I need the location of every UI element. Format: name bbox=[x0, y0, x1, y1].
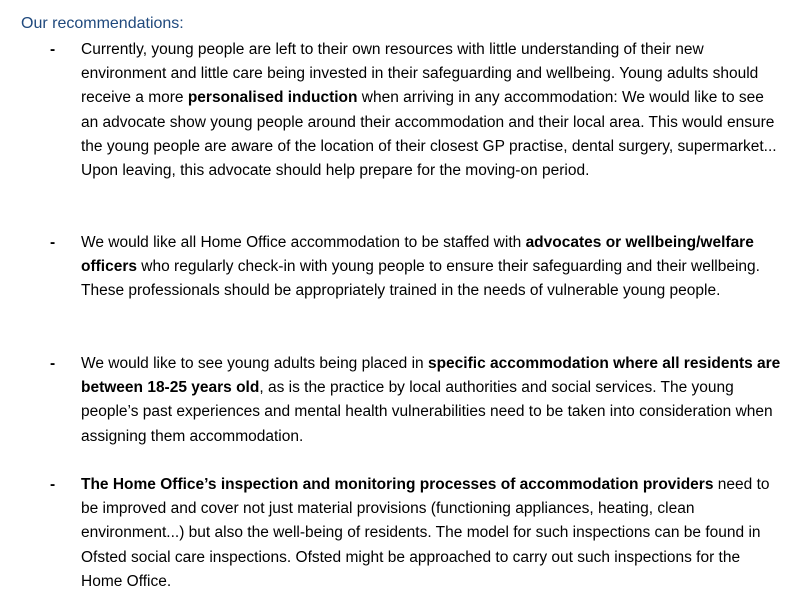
bullet-dash: - bbox=[50, 355, 56, 372]
bold-phrase: specific accommodation where all residents are between 18-25 years old bbox=[81, 355, 781, 397]
bullet-dash: - bbox=[50, 41, 56, 58]
bold-phrase: The Home Office’s inspection and monitoring processes of accommodation providers bbox=[81, 476, 714, 493]
bold-phrase: personalised induction bbox=[187, 89, 358, 107]
text-run: , as is the practice by local authorities and social services. The young people’s past experiences and mental health vulnerabilities need to be taken into consideration when assigning them accommodation. bbox=[81, 379, 773, 445]
recommendation-text bbox=[81, 38, 781, 183]
bold-phrase: advocates or wellbeing/welfare officers bbox=[81, 234, 754, 276]
text-run: need to be improved and cover not just material provisions (functioning appliances, heating, clean environment...) but also the well-being of residents. The model for such inspections can be found in Ofsted social care inspections. Ofsted might be approached to carry out such inspections for the Home Office. bbox=[81, 476, 770, 590]
recommendation-text bbox=[81, 473, 781, 594]
text-run: when arriving in any accommodation: We would like to see an advocate show young people around their accommodation and their local area. This would ensure the young people are aware of the location of their closest GP practise, dental surgery, supermarket... Upon leaving, this advocate should help prepare for the moving-on period. bbox=[81, 89, 777, 180]
recommendations-heading: Our recommendations: bbox=[21, 15, 184, 32]
text-run: We would like all Home Office accommodation to be staffed with bbox=[81, 234, 526, 251]
bullet-dash: - bbox=[50, 234, 56, 251]
recommendation-text bbox=[81, 231, 781, 304]
bullet-dash: - bbox=[50, 476, 56, 493]
recommendation-text bbox=[81, 352, 781, 449]
text-run: who regularly check-in with young people to ensure their safeguarding and their wellbeing. These professionals should be appropriately trained in the needs of vulnerable young people. bbox=[81, 258, 760, 300]
text-run: We would like to see young adults being placed in bbox=[81, 355, 428, 372]
text-run: Currently, young people are left to their own resources with little understanding of their new environment and little care being invested in their safeguarding and wellbeing. Young adults should receive a more bbox=[81, 41, 759, 107]
